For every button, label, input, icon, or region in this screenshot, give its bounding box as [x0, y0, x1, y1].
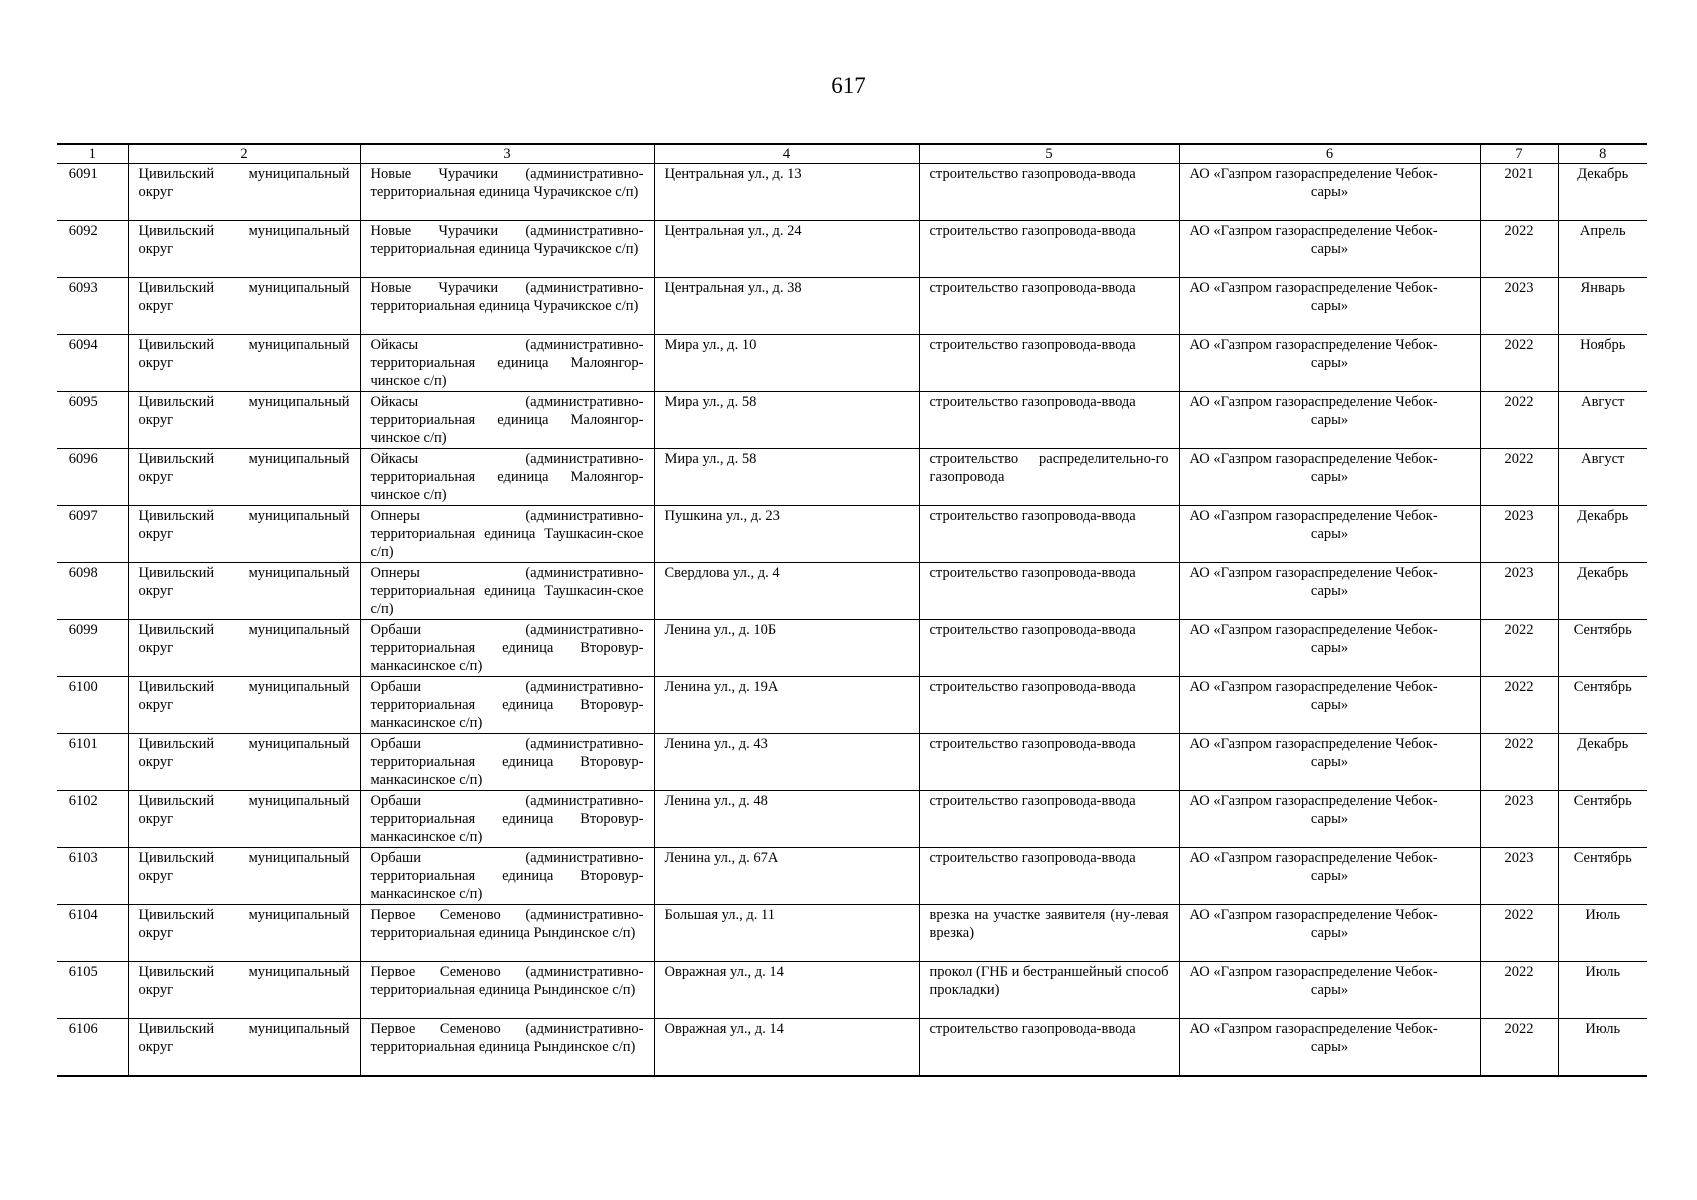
organization-line-2: сары»: [1310, 298, 1349, 314]
district-cell: Цивильский муниципальный округ: [128, 734, 360, 791]
address-cell: Овражная ул., д. 14: [654, 1019, 919, 1076]
organization-cell: [1179, 962, 1480, 1019]
organization-cell: [1179, 905, 1480, 962]
row-number: 6096: [57, 449, 128, 506]
column-header: 4: [654, 144, 919, 164]
year-cell: 2022: [1480, 905, 1558, 962]
locality-cell: Новые Чурачики (административно-территориальная единица Чурачикское с/п): [360, 221, 654, 278]
month-cell: Декабрь: [1558, 164, 1647, 221]
row-number: 6103: [57, 848, 128, 905]
work-type-cell: строительство газопровода-ввода: [919, 278, 1179, 335]
organization-cell: [1179, 734, 1480, 791]
locality-cell: Новые Чурачики (административно-территориальная единица Чурачикское с/п): [360, 278, 654, 335]
organization-line-1: АО «Газпром газораспределение Чебок-: [1189, 565, 1438, 581]
address-cell: Центральная ул., д. 24: [654, 221, 919, 278]
organization-line-2: сары»: [1310, 412, 1349, 428]
month-cell: Июль: [1558, 962, 1647, 1019]
work-type-cell: строительство газопровода-ввода: [919, 392, 1179, 449]
locality-cell: Опнеры (административно-территориальная единица Таушкасин-ское с/п): [360, 563, 654, 620]
work-type-cell: строительство газопровода-ввода: [919, 221, 1179, 278]
organization-line-1: АО «Газпром газораспределение Чебок-: [1189, 451, 1438, 467]
organization-cell: [1179, 791, 1480, 848]
month-cell: Сентябрь: [1558, 620, 1647, 677]
row-number: 6105: [57, 962, 128, 1019]
locality-cell: Первое Семеново (административно-территориальная единица Рындинское с/п): [360, 962, 654, 1019]
year-cell: 2022: [1480, 620, 1558, 677]
district-cell: Цивильский муниципальный округ: [128, 620, 360, 677]
year-cell: 2023: [1480, 278, 1558, 335]
organization-cell: [1179, 449, 1480, 506]
year-cell: 2023: [1480, 506, 1558, 563]
organization-line-2: сары»: [1310, 697, 1349, 713]
row-number: 6092: [57, 221, 128, 278]
month-cell: Сентябрь: [1558, 677, 1647, 734]
gasification-register-table: [57, 143, 1647, 1077]
table-row: [57, 1019, 1647, 1076]
month-cell: Апрель: [1558, 221, 1647, 278]
organization-line-1: АО «Газпром газораспределение Чебок-: [1189, 850, 1438, 866]
address-cell: Свердлова ул., д. 4: [654, 563, 919, 620]
work-type-cell: строительство распределительно-го газопровода: [919, 449, 1179, 506]
address-cell: Ленина ул., д. 43: [654, 734, 919, 791]
table-row: [57, 620, 1647, 677]
year-cell: 2023: [1480, 848, 1558, 905]
locality-cell: Орбаши (административно-территориальная единица Второвур-манкасинское с/п): [360, 620, 654, 677]
locality-cell: Первое Семеново (административно-территориальная единица Рындинское с/п): [360, 1019, 654, 1076]
locality-cell: Ойкасы (административно-территориальная единица Малоянгор-чинское с/п): [360, 392, 654, 449]
year-cell: 2022: [1480, 449, 1558, 506]
table-row: [57, 905, 1647, 962]
row-number: 6097: [57, 506, 128, 563]
row-number: 6100: [57, 677, 128, 734]
column-header: 3: [360, 144, 654, 164]
district-cell: Цивильский муниципальный округ: [128, 506, 360, 563]
address-cell: Ленина ул., д. 19А: [654, 677, 919, 734]
year-cell: 2021: [1480, 164, 1558, 221]
district-cell: Цивильский муниципальный округ: [128, 278, 360, 335]
district-cell: Цивильский муниципальный округ: [128, 791, 360, 848]
district-cell: Цивильский муниципальный округ: [128, 962, 360, 1019]
month-cell: Декабрь: [1558, 734, 1647, 791]
district-cell: Цивильский муниципальный округ: [128, 1019, 360, 1076]
organization-line-2: сары»: [1310, 241, 1349, 257]
column-header: 6: [1179, 144, 1480, 164]
row-number: 6104: [57, 905, 128, 962]
organization-line-1: АО «Газпром газораспределение Чебок-: [1189, 508, 1438, 524]
organization-line-1: АО «Газпром газораспределение Чебок-: [1189, 907, 1438, 923]
row-number: 6093: [57, 278, 128, 335]
organization-cell: [1179, 164, 1480, 221]
organization-cell: [1179, 848, 1480, 905]
year-cell: 2022: [1480, 962, 1558, 1019]
address-cell: Пушкина ул., д. 23: [654, 506, 919, 563]
organization-line-2: сары»: [1310, 469, 1349, 485]
district-cell: Цивильский муниципальный округ: [128, 563, 360, 620]
table-row: [57, 848, 1647, 905]
work-type-cell: строительство газопровода-ввода: [919, 1019, 1179, 1076]
table-row: [57, 506, 1647, 563]
address-cell: Мира ул., д. 58: [654, 449, 919, 506]
locality-cell: Орбаши (административно-территориальная единица Второвур-манкасинское с/п): [360, 791, 654, 848]
organization-line-2: сары»: [1310, 925, 1349, 941]
table-row: [57, 677, 1647, 734]
month-cell: Декабрь: [1558, 563, 1647, 620]
locality-cell: Опнеры (административно-территориальная единица Таушкасин-ское с/п): [360, 506, 654, 563]
organization-cell: [1179, 506, 1480, 563]
organization-line-2: сары»: [1310, 754, 1349, 770]
month-cell: Декабрь: [1558, 506, 1647, 563]
organization-line-2: сары»: [1310, 184, 1349, 200]
table-row: [57, 278, 1647, 335]
address-cell: Мира ул., д. 58: [654, 392, 919, 449]
organization-line-1: АО «Газпром газораспределение Чебок-: [1189, 1021, 1438, 1037]
address-cell: Ленина ул., д. 10Б: [654, 620, 919, 677]
table-row: [57, 392, 1647, 449]
table-header: [57, 144, 1647, 164]
locality-cell: Орбаши (административно-территориальная единица Второвур-манкасинское с/п): [360, 848, 654, 905]
district-cell: Цивильский муниципальный округ: [128, 449, 360, 506]
work-type-cell: строительство газопровода-ввода: [919, 734, 1179, 791]
year-cell: 2022: [1480, 734, 1558, 791]
year-cell: 2023: [1480, 791, 1558, 848]
organization-line-2: сары»: [1310, 811, 1349, 827]
year-cell: 2023: [1480, 563, 1558, 620]
month-cell: Июль: [1558, 905, 1647, 962]
work-type-cell: строительство газопровода-ввода: [919, 848, 1179, 905]
organization-line-1: АО «Газпром газораспределение Чебок-: [1189, 223, 1438, 239]
year-cell: 2022: [1480, 392, 1558, 449]
district-cell: Цивильский муниципальный округ: [128, 392, 360, 449]
district-cell: Цивильский муниципальный округ: [128, 335, 360, 392]
work-type-cell: строительство газопровода-ввода: [919, 335, 1179, 392]
work-type-cell: врезка на участке заявителя (ну-левая врезка): [919, 905, 1179, 962]
month-cell: Август: [1558, 392, 1647, 449]
address-cell: Мира ул., д. 10: [654, 335, 919, 392]
column-header: 8: [1558, 144, 1647, 164]
organization-cell: [1179, 335, 1480, 392]
work-type-cell: строительство газопровода-ввода: [919, 506, 1179, 563]
organization-line-1: АО «Газпром газораспределение Чебок-: [1189, 280, 1438, 296]
locality-cell: Ойкасы (административно-территориальная единица Малоянгор-чинское с/п): [360, 449, 654, 506]
work-type-cell: прокол (ГНБ и бестраншейный способ прокладки): [919, 962, 1179, 1019]
month-cell: Август: [1558, 449, 1647, 506]
organization-line-2: сары»: [1310, 982, 1349, 998]
locality-cell: Ойкасы (административно-территориальная единица Малоянгор-чинское с/п): [360, 335, 654, 392]
table-row: [57, 563, 1647, 620]
district-cell: Цивильский муниципальный округ: [128, 848, 360, 905]
organization-cell: [1179, 620, 1480, 677]
organization-line-1: АО «Газпром газораспределение Чебок-: [1189, 622, 1438, 638]
year-cell: 2022: [1480, 1019, 1558, 1076]
table-row: [57, 791, 1647, 848]
organization-line-2: сары»: [1310, 1039, 1349, 1055]
organization-line-2: сары»: [1310, 868, 1349, 884]
district-cell: Цивильский муниципальный округ: [128, 905, 360, 962]
table-row: [57, 164, 1647, 221]
year-cell: 2022: [1480, 677, 1558, 734]
organization-line-1: АО «Газпром газораспределение Чебок-: [1189, 736, 1438, 752]
locality-cell: Первое Семеново (административно-территориальная единица Рындинское с/п): [360, 905, 654, 962]
organization-cell: [1179, 677, 1480, 734]
address-cell: Центральная ул., д. 38: [654, 278, 919, 335]
district-cell: Цивильский муниципальный округ: [128, 164, 360, 221]
work-type-cell: строительство газопровода-ввода: [919, 677, 1179, 734]
row-number: 6094: [57, 335, 128, 392]
table-row: [57, 962, 1647, 1019]
column-header: 5: [919, 144, 1179, 164]
organization-line-1: АО «Газпром газораспределение Чебок-: [1189, 337, 1438, 353]
organization-line-1: АО «Газпром газораспределение Чебок-: [1189, 166, 1438, 182]
address-cell: Большая ул., д. 11: [654, 905, 919, 962]
organization-cell: [1179, 563, 1480, 620]
column-number-row: [57, 144, 1647, 164]
locality-cell: Орбаши (административно-территориальная единица Второвур-манкасинское с/п): [360, 677, 654, 734]
month-cell: Сентябрь: [1558, 848, 1647, 905]
locality-cell: Орбаши (административно-территориальная единица Второвур-манкасинское с/п): [360, 734, 654, 791]
table-row: [57, 449, 1647, 506]
organization-cell: [1179, 1019, 1480, 1076]
work-type-cell: строительство газопровода-ввода: [919, 620, 1179, 677]
row-number: 6091: [57, 164, 128, 221]
month-cell: Январь: [1558, 278, 1647, 335]
organization-cell: [1179, 221, 1480, 278]
month-cell: Сентябрь: [1558, 791, 1647, 848]
locality-cell: Новые Чурачики (административно-территориальная единица Чурачикское с/п): [360, 164, 654, 221]
district-cell: Цивильский муниципальный округ: [128, 221, 360, 278]
address-cell: Овражная ул., д. 14: [654, 962, 919, 1019]
month-cell: Июль: [1558, 1019, 1647, 1076]
work-type-cell: строительство газопровода-ввода: [919, 563, 1179, 620]
year-cell: 2022: [1480, 335, 1558, 392]
table-row: [57, 734, 1647, 791]
row-number: 6095: [57, 392, 128, 449]
address-cell: Центральная ул., д. 13: [654, 164, 919, 221]
month-cell: Ноябрь: [1558, 335, 1647, 392]
address-cell: Ленина ул., д. 48: [654, 791, 919, 848]
table-row: [57, 335, 1647, 392]
year-cell: 2022: [1480, 221, 1558, 278]
row-number: 6098: [57, 563, 128, 620]
organization-line-1: АО «Газпром газораспределение Чебок-: [1189, 964, 1438, 980]
organization-line-1: АО «Газпром газораспределение Чебок-: [1189, 679, 1438, 695]
organization-line-1: АО «Газпром газораспределение Чебок-: [1189, 394, 1438, 410]
organization-line-2: сары»: [1310, 526, 1349, 542]
organization-line-1: АО «Газпром газораспределение Чебок-: [1189, 793, 1438, 809]
organization-line-2: сары»: [1310, 583, 1349, 599]
district-cell: Цивильский муниципальный округ: [128, 677, 360, 734]
table-body: [57, 164, 1647, 1076]
work-type-cell: строительство газопровода-ввода: [919, 164, 1179, 221]
organization-cell: [1179, 278, 1480, 335]
row-number: 6106: [57, 1019, 128, 1076]
column-header: 1: [57, 144, 128, 164]
organization-cell: [1179, 392, 1480, 449]
row-number: 6101: [57, 734, 128, 791]
organization-line-2: сары»: [1310, 640, 1349, 656]
work-type-cell: строительство газопровода-ввода: [919, 791, 1179, 848]
column-header: 7: [1480, 144, 1558, 164]
table-row: [57, 221, 1647, 278]
organization-line-2: сары»: [1310, 355, 1349, 371]
address-cell: Ленина ул., д. 67А: [654, 848, 919, 905]
row-number: 6099: [57, 620, 128, 677]
column-header: 2: [128, 144, 360, 164]
row-number: 6102: [57, 791, 128, 848]
page-number: 617: [831, 73, 866, 98]
